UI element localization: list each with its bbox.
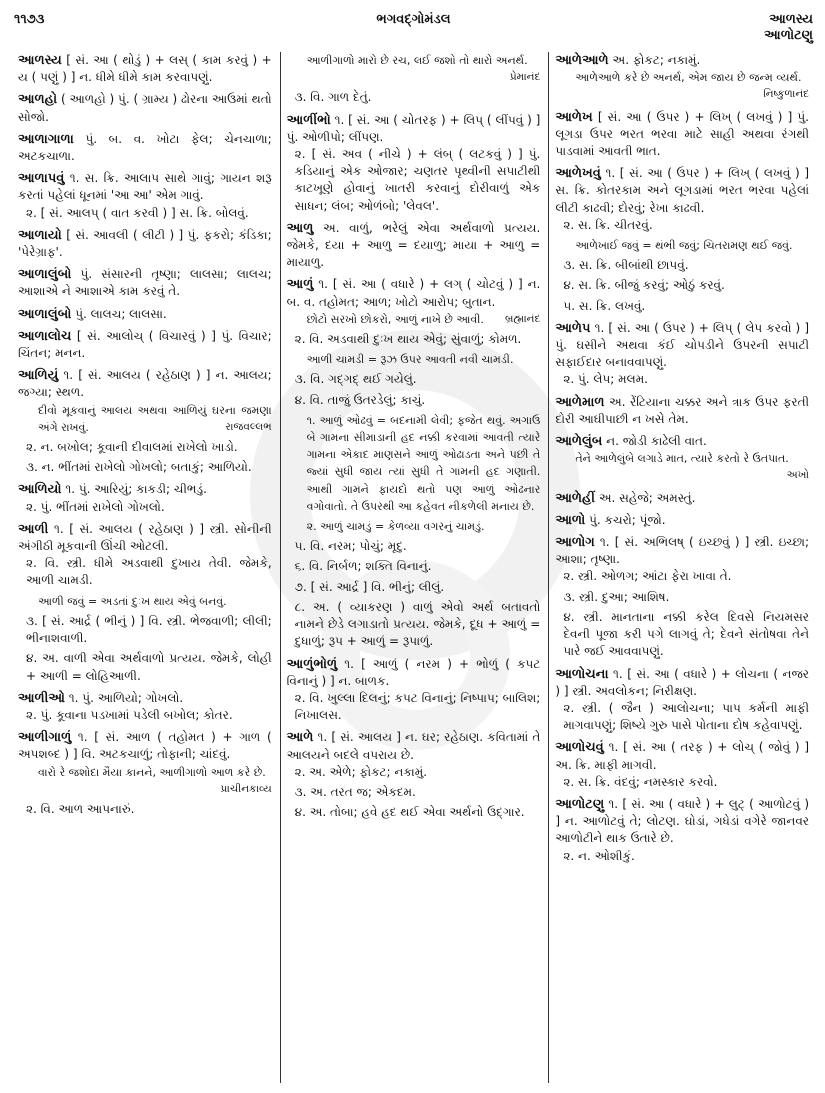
entry-sense: ૨. સ્ત્રી. ( જૈન ) આલોચના; પાપ કર્મની માફી માગવાપણું; શિષ્યે ગુરુ પાસે પોતાના દોષ કહેવાપણું. bbox=[563, 700, 810, 733]
entry-definition: અ. રેંટિયાના ચક્કર અને ત્રાક ઉપર ફરતી દોરી આઘીપાછી ન ખસે તેમ. bbox=[555, 394, 810, 426]
dictionary-entry bbox=[555, 534, 809, 660]
dictionary-entry bbox=[18, 131, 272, 165]
entry-definition: ૧. [ સં. આલય ] ન. ઘર; રહેઠાણ. કવિતામાં તે આલયને બદલે વપરાય છે. bbox=[286, 730, 541, 762]
entry-sense: ૩. અ. તરત જ; એકદમ. bbox=[294, 784, 416, 799]
entry-headword: આળોચના bbox=[555, 666, 609, 682]
entry-sense: ૪. અ. તોબા; હવે હદ થઈ એવા અર્થનો ઉદ્‌ગાર. bbox=[294, 805, 525, 820]
dictionary-entry bbox=[18, 521, 272, 685]
entry-headword: આળાલુંબો bbox=[18, 267, 72, 283]
entry-sense: ૮. અ. ( વ્યાકરણ ) વાળું એવો અર્થ બતાવતો નામને છેડે લગાડાતો પ્રત્યય. જેમકે, દૂધ + આળું = દુધાળું; રૂપ + આળું = રૂપાળું. bbox=[294, 599, 541, 649]
entry-quotation bbox=[38, 764, 272, 798]
entry-definition: ૧. [ સં. આલય ( રહેઠાણ ) ] સ્ત્રી. સોનીની અંગીઠી મૂકવાની ઊંચી ઓટલી. bbox=[18, 521, 272, 554]
entry-headword: આળીઓ bbox=[18, 690, 65, 706]
dictionary-entry bbox=[287, 220, 541, 272]
entry-sense: ૨. ન. બખોલ; કૂવાની દીવાલમાં રાખેલો ખાડો. bbox=[26, 440, 238, 455]
quotation-source: બ્રહ્માનંદ bbox=[504, 312, 541, 325]
entry-sense: ૪. અ. વાળી એવા અર્થવાળો પ્રત્યય. જેમકે, લોહી + આળી = લોહિઆળી. bbox=[26, 651, 272, 683]
entry-headword: આળિયું bbox=[18, 368, 59, 384]
dictionary-entry bbox=[287, 656, 541, 725]
dictionary-entry bbox=[555, 666, 809, 735]
entry-headword: આળુંભોળું bbox=[286, 656, 338, 672]
entry-headword: આળાયો bbox=[18, 227, 62, 243]
page-number: ૧૧૭૩ bbox=[14, 12, 45, 27]
dictionary-entry bbox=[287, 52, 541, 107]
dictionary-entry bbox=[555, 739, 809, 791]
entry-sense: ૨. [ સં. અવ ( નીચે ) + લંબ્ ( લટકવું ) ] પું. કડિયાનું એક ઓજાર; ચણતર પૃથ્વીની સપાટીથી કાટખૂણે હોવાનું ખાતરી કરવાનું દોરીવાળું એક સાધન; લંબ; ઓળંબો; 'લેવલ'. bbox=[294, 147, 541, 213]
entry-definition: ૧. [ સં. અભિલષ્ ( ઇચ્છવું ) ] સ્ત્રી. ઇચ્છા; આશા; તૃષ્ણા. bbox=[555, 535, 810, 567]
dictionary-entry bbox=[287, 276, 541, 650]
entry-sense: ૩. ન. ભીંતમાં રાખેલો ગોખલો; બતાકું; આળિયો. bbox=[26, 460, 252, 475]
dictionary-entry bbox=[18, 306, 272, 323]
quotation-source: રાજવલ્લભ bbox=[225, 420, 272, 433]
entry-definition: અ. ફોકટ; નકામું. bbox=[612, 53, 701, 67]
entry-definition: [ સં. આ ( થોડું ) + લસ્ ( કામ કરવું ) + ય ( પણું ) ] ન. ધીમે ધીમે કામ કરવાપણું. bbox=[18, 53, 272, 85]
entry-quotation bbox=[307, 311, 541, 328]
entry-headword: આળોટણુ bbox=[555, 796, 605, 812]
entry-definition: ૧. [ સં. આ ( ચોતરફ ) + લિપ્ ( લીંપવું ) ] પું. ઓળીપો; લીંપણ. bbox=[286, 112, 541, 144]
entry-headword: આળીંભો bbox=[286, 112, 331, 128]
entry-definition: ૧. [ સં. આળ ( તહોમત ) + ગાળ ( અપશબ્દ ) ] વિ. અટકચાળું; તોફાની; ચાંદવું. bbox=[18, 730, 272, 762]
entry-definition: પું. બ. વ. ખોટા ફેલ; ચેનચાળા; અટકચાળા. bbox=[18, 131, 272, 164]
entry-sense: ૩. [ સં. આર્દ્ર ( ભીનું ) ] વિ. સ્ત્રી. ભેજવાળી; લીલી; ભીનાશવાળી. bbox=[26, 613, 272, 646]
entry-definition: ૧. [ આળું ( નરમ ) + ભોળું ( કપટ વિનાનું ) ] ન. બાળક. bbox=[286, 656, 541, 688]
quotation-source: પ્રાચીનકાવ્ય bbox=[220, 782, 272, 795]
entry-quotation bbox=[307, 52, 541, 86]
guide-word-last: આળોટણુ bbox=[764, 28, 813, 43]
entry-definition: પું. કચરો; પૂંજો. bbox=[589, 512, 666, 527]
entry-sense: ૪. વિ. તાજું ઉતરડેલું; કાચું. bbox=[294, 392, 426, 407]
entry-definition: ૧. [ સં. આ ( ઉપર ) + લિપ્ ( લેપ કરવો ) ] પું. ઘસીને અથવા કંઈ ચોપડીને ઉપરની સપાટી સફાઈદાર બનાવવાપણું. bbox=[555, 320, 810, 370]
quotation-text: આળીગાળો મારો છે રચ, લઈ જશો તો થારો અનર્થ. bbox=[306, 54, 528, 67]
dictionary-entry bbox=[555, 165, 809, 315]
entry-headword: આળેખવું bbox=[555, 166, 601, 182]
quotation-text: છોટો સરખો છોકરો, આળું નાખે છે આવી. bbox=[306, 312, 484, 326]
entry-headword: આળોચવું bbox=[555, 740, 604, 756]
entry-sense: ૨. અ. એળે; ફોકટ; નકામું. bbox=[294, 764, 428, 779]
entry-sense: ૨. વિ. સ્ત્રી. ધીમે અડવાથી દુખાય તેવી. જેમકે, આળી ચામડી. bbox=[26, 556, 272, 588]
dictionary-entry bbox=[555, 490, 809, 507]
entry-quotation bbox=[38, 402, 272, 436]
entry-idiom: આળી ચામડી = રૂઝ ઉપર આવતી નવી ચામડી. bbox=[306, 353, 514, 367]
entry-headword: આળોગ bbox=[555, 535, 595, 551]
entry-sense: ૩. સ્ત્રી. દુઆ; આશિષ. bbox=[563, 589, 670, 604]
entry-definition: [ સં. આવલી ( લીટી ) ] પું. ફકરો; કંડિકા; 'પેરેગ્રાફ'. bbox=[18, 227, 272, 260]
entry-sense: ૨. વિ. ખુલ્લા દિલનું; કપટ વિનાનું; નિષ્પાપ; બાલિશ; નિખાલસ. bbox=[294, 690, 541, 723]
entry-sense: ૨. સ. ક્રિ. વંદવું; નમસ્કાર કરવો. bbox=[563, 774, 718, 789]
dictionary-entry bbox=[18, 328, 272, 362]
entry-idiom: આળી જવું = અડતાં દુઃખ થાય એવું બનવું. bbox=[38, 594, 227, 608]
quotation-source: પ્રેમાનંદ bbox=[509, 71, 541, 84]
quotation-text: વારો રે જશોદા મૈયા કાનને, આળીગાળો આળ કરે છે. bbox=[38, 765, 266, 779]
entry-headword: આળેઆળે bbox=[555, 53, 609, 68]
dictionary-entry bbox=[18, 367, 272, 476]
entry-sense: ૫. વિ. નરમ; પોચું; મૃદુ. bbox=[294, 539, 407, 554]
quotation-text: દીવો મૂકવાનું આલય અથવા આળિયું ઘરના જમણા અંગે રાખવું. bbox=[38, 403, 272, 434]
entry-headword: આળો bbox=[555, 512, 586, 528]
entry-quotation bbox=[575, 450, 809, 484]
entry-headword: આળી bbox=[18, 521, 49, 537]
entry-sense: ૨. વિ. અડવાથી દુઃખ થાય એવું; સુંવાળું; કોમળ. bbox=[294, 332, 522, 347]
entry-idiom: આળેખાઈ જવું = થંભી જવું; ચિતરામણ થઈ જવું. bbox=[575, 239, 793, 253]
entry-headword: આળાલોચ bbox=[18, 328, 72, 344]
entry-sense: ૭. [ સં. આર્દ્ર ] વિ. ભીનું; લીલું. bbox=[294, 579, 445, 594]
quotation-text: આળેઆળે કરે છે અનર્થ, એમ જાય છે જન્મ વ્યર્થ. bbox=[575, 71, 802, 85]
dictionary-entry bbox=[18, 266, 272, 300]
page-header bbox=[14, 10, 813, 50]
dictionary-entry bbox=[18, 690, 272, 724]
entry-sense: ૪. સ. ક્રિ. બીજું કરવું; ઓઠું કરવું. bbox=[563, 278, 725, 293]
entry-sense: ૩. વિ. ગાળ દેતું. bbox=[294, 90, 372, 105]
entry-headword: આળાપવું bbox=[18, 171, 65, 187]
dictionary-entry bbox=[555, 109, 809, 161]
column-right bbox=[548, 52, 817, 1083]
entry-headword: આળહો bbox=[18, 92, 58, 108]
entry-sense: ૨. ન. ઓશીકું. bbox=[563, 848, 635, 863]
entry-definition: ૧. [ સં. આ ( ઉપર ) + લિખ્ ( લખવું ) ] સ. ક્રિ. કોતરકામ અને લૂગડામાં ભરત ભરવા પહેલાં લીટી કાઢવી; દોરવું; રેખા કાઢવી. bbox=[555, 166, 810, 215]
guide-words bbox=[764, 12, 813, 44]
entry-idiom: ૨. આળું ચામડું = કેળવ્યા વગરનું ચામડું. bbox=[306, 520, 485, 534]
entry-headword: આળાગાળા bbox=[18, 131, 74, 147]
dictionary-entry bbox=[555, 512, 809, 529]
dictionary-entry bbox=[555, 320, 809, 389]
dictionary-entry bbox=[18, 52, 272, 86]
dictionary-entry bbox=[287, 112, 541, 215]
entry-headword: આળેહીં bbox=[555, 490, 595, 506]
dictionary-entry bbox=[18, 481, 272, 515]
entry-headword: આળેમાળ bbox=[555, 394, 605, 410]
entry-definition: ૧. [ સં. આ ( વધારે ) + લોચના ( નજર ) ] સ્ત્રી. અવલોકન; નિરીક્ષણ. bbox=[555, 666, 809, 698]
entry-definition: [ સં. આ ( ઉપર ) + લિખ્ ( લખવું ) ] પું. લૂગડા ઉપર ભરત ભરવા માટે સાહી અથવા રંગથી પાડવામાં આવતી ભાત. bbox=[555, 109, 810, 159]
entry-definition: અ. સહેજે; અમસ્તું. bbox=[598, 490, 696, 505]
dictionary-entry bbox=[555, 52, 809, 104]
entry-headword: આળસ્ય bbox=[18, 53, 62, 68]
running-title: ભગવદ્ગોમંડલ bbox=[376, 12, 451, 27]
entry-headword: આળીગાળું bbox=[18, 730, 72, 746]
entry-definition: [ સં. આલોચ્ ( વિચારવું ) ] પું. વિચાર; ચિંતન; મનન. bbox=[18, 328, 272, 361]
entry-headword: આળું bbox=[286, 277, 314, 293]
quotation-text: તેને આળેલુંબે લગાડે માત, ત્યારે કરતો રે ઉતપાત. bbox=[575, 452, 789, 466]
entry-definition: ૧. [ સં. આ ( વધારે ) + લગ્ ( ચોટવું ) ] ન. બ. વ. તહોમત; આળ; ખોટો આરોપ; બુતાન. bbox=[286, 277, 541, 309]
entry-sense: ૨. પું. કૂવાના પડખામાં પડેલી બખોલ; કોતર. bbox=[26, 707, 233, 722]
entry-definition: પું. સંસારની તૃષ્ણા; લાલસા; લાલચ; આશાએ ને આશાએ કામ કરવું તે. bbox=[18, 267, 272, 299]
entry-headword: આળુ bbox=[286, 220, 314, 236]
entry-definition: ૧. [ સં. આ ( વધારે ) + લુટ્ ( આળોટવું ) ] ન. આળોટવું તે; લોટણ. ઘોડાં, ગધેડાં વગેરે જાનવર આળોટીને થાક ઉતારે છે. bbox=[555, 796, 810, 846]
entry-sense: ૫. સ. ક્રિ. લખવું. bbox=[563, 298, 646, 313]
column-middle bbox=[280, 52, 549, 1083]
entry-headword: આળે bbox=[286, 730, 314, 746]
entry-sense: ૨. સ. ક્રિ. ચીતરવું. bbox=[563, 217, 653, 232]
entry-definition: ૧. [ સં. આ ( તરફ ) + લોચ્ ( જોવું ) ] અ. ક્રિ. માફી માગવી. bbox=[555, 740, 810, 772]
entry-sense: ૨. [ સં. આલપ્ ( વાત કરવી ) ] સ. ક્રિ. બોલવું. bbox=[26, 205, 249, 220]
entry-sense: ૨. પું. ભીંતમાં રાખેલો ગોખલો. bbox=[26, 499, 165, 514]
entry-headword: આળેલુંબ bbox=[555, 434, 603, 450]
entry-headword: આળાલુંબો bbox=[18, 306, 72, 322]
entry-definition: ન. જોડી કાઢેલી વાત. bbox=[606, 434, 707, 449]
entry-headword: આળેપ bbox=[555, 320, 591, 336]
dictionary-entry bbox=[18, 170, 272, 222]
dictionary-entry bbox=[555, 394, 809, 428]
entry-sense: ૨. પું. લેપ; મલમ. bbox=[563, 372, 648, 387]
dictionary-entry bbox=[18, 91, 272, 125]
entry-sense: ૨. વિ. આળ આપનારું. bbox=[26, 801, 135, 816]
dictionary-entry bbox=[18, 729, 272, 818]
entry-idiom: ૧. આળું ઓઢવું = બદનામી લેવી; ફજેત થવું. અગાઉ બે ગામના સીમાડાની હદ નક્કી કરવામાં આવતી ત્યારે ગામના એકાદ માણસને આળું ઓઢાડતા અને પછી તે જ્યાં સુધી જાય ત્યાં સુધી તે ગામની હદ ગણાતી. આથી ગામને ફાયદો થતો પણ આળું ઓઢનાર વગોવાતો. તે ઉપરથી આ કહેવત નીકળેલી મનાય છે. bbox=[306, 413, 541, 513]
entry-definition: ૧. પું. આળિયો; ગોખલો. bbox=[68, 690, 184, 705]
guide-word-first: આળસ્ય bbox=[769, 12, 813, 27]
quotation-source: નિષ્કુળાનંદ bbox=[763, 88, 810, 101]
quotation-source: અખો bbox=[786, 469, 810, 482]
entry-definition: અ. વાળું, ભરેલું એવા અર્થવાળો પ્રત્યય. જેમકે, દયા + આળુ = દયાળુ; માયા + આળુ = માયાળુ. bbox=[286, 220, 541, 270]
dictionary-entry bbox=[18, 227, 272, 261]
dictionary-entry bbox=[287, 729, 541, 821]
dictionary-entry bbox=[555, 433, 809, 485]
entry-sense: ૬. વિ. નિર્બળ; શક્તિ વિનાનું. bbox=[294, 559, 432, 574]
entry-definition: ૧. [ સં. આલય ( રહેઠાણ ) ] ન. આલય; જગ્યા; સ્થળ. bbox=[18, 368, 272, 400]
entry-sense: ૪. સ્ત્રી. માનતાના નક્કી કરેલ દિવસે નિયમસર દેવની પૂજા કરી પગે લાગવું તે; દેવને સંતોષવા તેને પારે જઈ આવવાપણું. bbox=[563, 609, 810, 659]
entry-headword: આળિયો bbox=[18, 482, 62, 498]
entry-quotation bbox=[575, 69, 809, 103]
entry-definition: ૧. પું. આરિયું; કાકડી; ચીભડું. bbox=[65, 482, 207, 497]
entry-definition: ( આળહો ) પું. ( ગ્રામ્ય ) ઢોરના આઉમાં થતો સોજો. bbox=[18, 92, 272, 124]
entry-sense: ૩. વિ. ગદ્‌ગદ્ થઈ ગયેલું. bbox=[294, 372, 417, 387]
entry-definition: પું. લાલચ; લાલસા. bbox=[75, 306, 167, 321]
dictionary-columns bbox=[12, 52, 817, 1083]
entry-sense: ૩. સ. ક્રિ. બીબાંથી છાપવું. bbox=[563, 258, 689, 273]
entry-headword: આળેખ bbox=[555, 109, 593, 125]
entry-definition: ૧. સ. ક્રિ. આલાપ સાથે ગાવું; ગાયન શરૂ કરતાં પહેલાં ધૂનમાં 'આ આ' એમ ગાવું. bbox=[18, 171, 272, 203]
entry-sense: ૨. સ્ત્રી. ઓળગ; આંટા ફેરા ખાવા તે. bbox=[563, 569, 732, 584]
column-left bbox=[12, 52, 280, 1083]
dictionary-entry bbox=[555, 796, 809, 865]
